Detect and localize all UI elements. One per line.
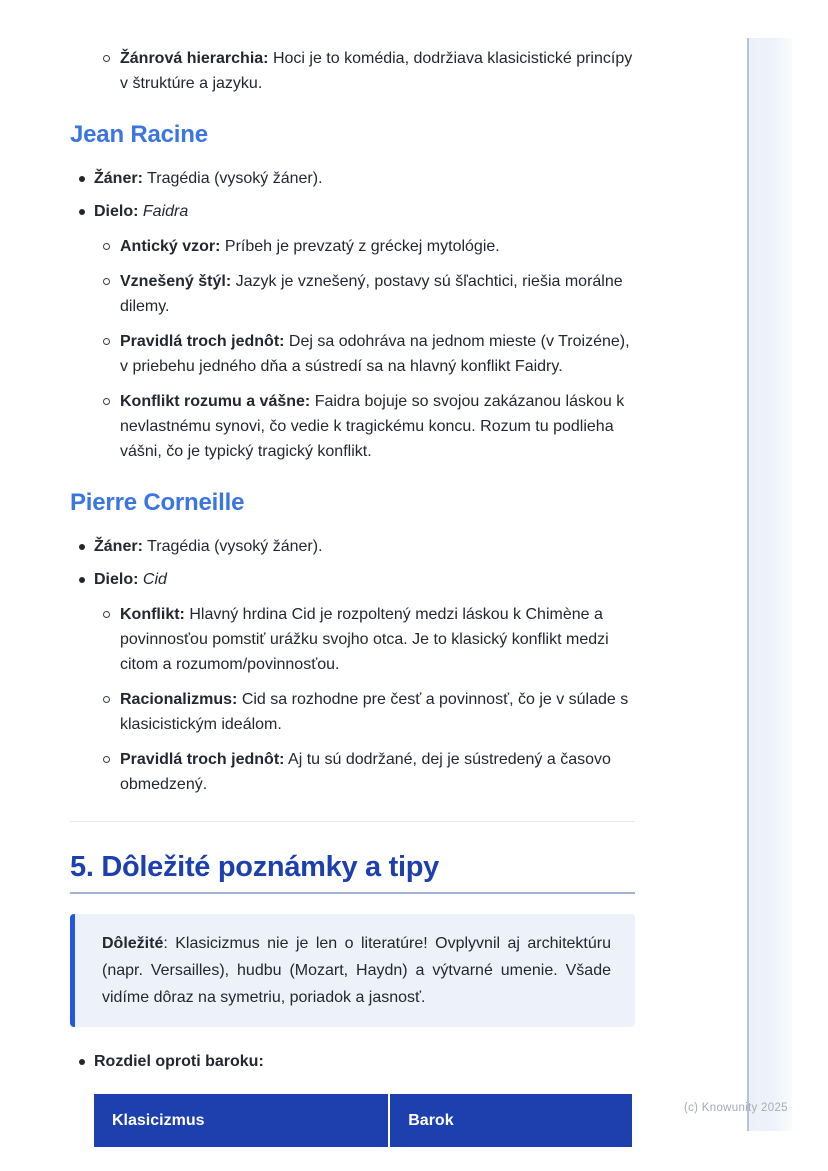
item-body: Faidra bojuje so svojou zakázanou láskou k nevlastnému synovi, čo vedie k tragickému koncu. Rozum tu podlieha vášni, čo je typický tragický konflikt. [120,393,625,460]
item-label: Vznešený štýl: [120,273,232,290]
bullet-icon [79,577,85,583]
list-item-text [120,46,635,96]
item-body: Hlavný hrdina Cid je rozpoltený medzi láskou k Chimène a povinnosťou pomstiť urážku svojho otca. Je to klasický konflikt medzi citom a rozumom/povinnosťou. [120,606,609,673]
circle-bullet-icon [103,611,110,618]
table-header-klasicizmus: Klasicizmus [94,1094,389,1147]
item-label: Dielo: [94,203,139,220]
list-item [100,747,635,797]
item-label: Pravidlá troch jednôt: [120,333,285,350]
list-item [100,234,635,259]
bullet-icon [79,209,85,215]
item-body: Dej sa odohráva na jednom mieste (v Troizéne), v priebehu jedného dňa a sústredí sa na hlavný konflikt Faidry. [120,333,630,375]
list-item [100,269,635,319]
list-item [100,389,635,464]
author-heading-corneille: Pierre Corneille [70,489,245,516]
list-item [70,166,635,191]
item-body: Tragédia (vysoký žáner). [147,170,323,187]
intro-list [100,46,635,96]
watermark: (c) Knowunity 2025 [684,1102,788,1114]
item-label: Žáner: [94,538,143,555]
important-callout [70,914,635,1027]
callout-text [102,930,611,1011]
section-divider [70,821,635,822]
author-heading-racine: Jean Racine [70,121,208,148]
list-item [100,329,635,379]
item-label: Rozdiel oproti baroku: [94,1053,264,1070]
list-item-text [120,269,635,319]
callout-label: Dôležité [102,935,164,952]
bullet-icon [79,544,85,550]
circle-bullet-icon [103,756,110,763]
document-content [70,36,635,1147]
item-label: Dielo: [94,571,139,588]
circle-bullet-icon [103,55,110,62]
list-item-text [120,234,635,259]
racine-list [70,166,635,464]
circle-bullet-icon [103,338,110,345]
circle-bullet-icon [103,243,110,250]
item-label: Antický vzor: [120,238,221,255]
table-header-row [94,1094,632,1147]
list-item [70,567,635,797]
item-body: Príbeh je prevzatý z gréckej mytológie. [224,238,500,255]
list-item [100,602,635,677]
item-label: Žáner: [94,170,143,187]
work-title: Faidra [142,203,189,220]
list-item [70,199,635,464]
list-item-text [120,389,635,464]
list-item-text [120,602,635,677]
list-item-text [94,534,635,559]
corneille-sublist [100,602,635,797]
list-item-text [94,166,635,191]
circle-bullet-icon [103,696,110,703]
item-label: Pravidlá troch jednôt: [120,751,285,768]
bullet-icon [79,1059,85,1065]
comparison-table [94,1094,632,1147]
item-label: Konflikt rozumu a vášne: [120,393,311,410]
list-item [100,46,635,96]
work-title: Cid [142,571,167,588]
list-item-text [120,747,635,797]
section-heading: 5. Dôležité poznámky a tipy [70,850,635,894]
comparison-table-header [94,1094,632,1147]
racine-sublist [100,234,635,464]
list-item [70,534,635,559]
list-item-text [120,329,635,379]
item-body: Jazyk je vznešený, postavy sú šľachtici, riešia morálne dilemy. [120,273,623,315]
item-body: Hoci je to komédia, dodržiava klasicistické princípy v štruktúre a jazyku. [120,50,633,92]
circle-bullet-icon [103,398,110,405]
corneille-list [70,534,635,797]
item-body: Aj tu sú dodržané, dej je sústredený a časovo obmedzený. [120,751,611,793]
item-body: Tragédia (vysoký žáner). [147,538,323,555]
circle-bullet-icon [103,278,110,285]
bullet-icon [79,176,85,182]
list-item [100,687,635,737]
next-page-preview[interactable] [747,38,792,1131]
list-item-text [94,567,635,592]
list-item-text [94,199,635,224]
item-label: Žánrová hierarchia: [120,50,269,67]
note-list [70,1049,635,1074]
callout-body: : Klasicizmus nie je len o literatúre! Ovplyvnil aj architektúru (napr. Versailles), hudbu (Mozart, Haydn) a výtvarné umenie. Všade vidíme dôraz na symetriu, poriadok a jasnosť. [102,935,611,1006]
list-item [70,1049,635,1074]
table-header-barok: Barok [389,1094,632,1147]
list-item-text [120,687,635,737]
item-label: Konflikt: [120,606,185,623]
list-item-text [94,1049,635,1074]
item-label: Racionalizmus: [120,691,238,708]
item-body: Cid sa rozhodne pre česť a povinnosť, čo je v súlade s klasicistickým ideálom. [120,691,629,733]
